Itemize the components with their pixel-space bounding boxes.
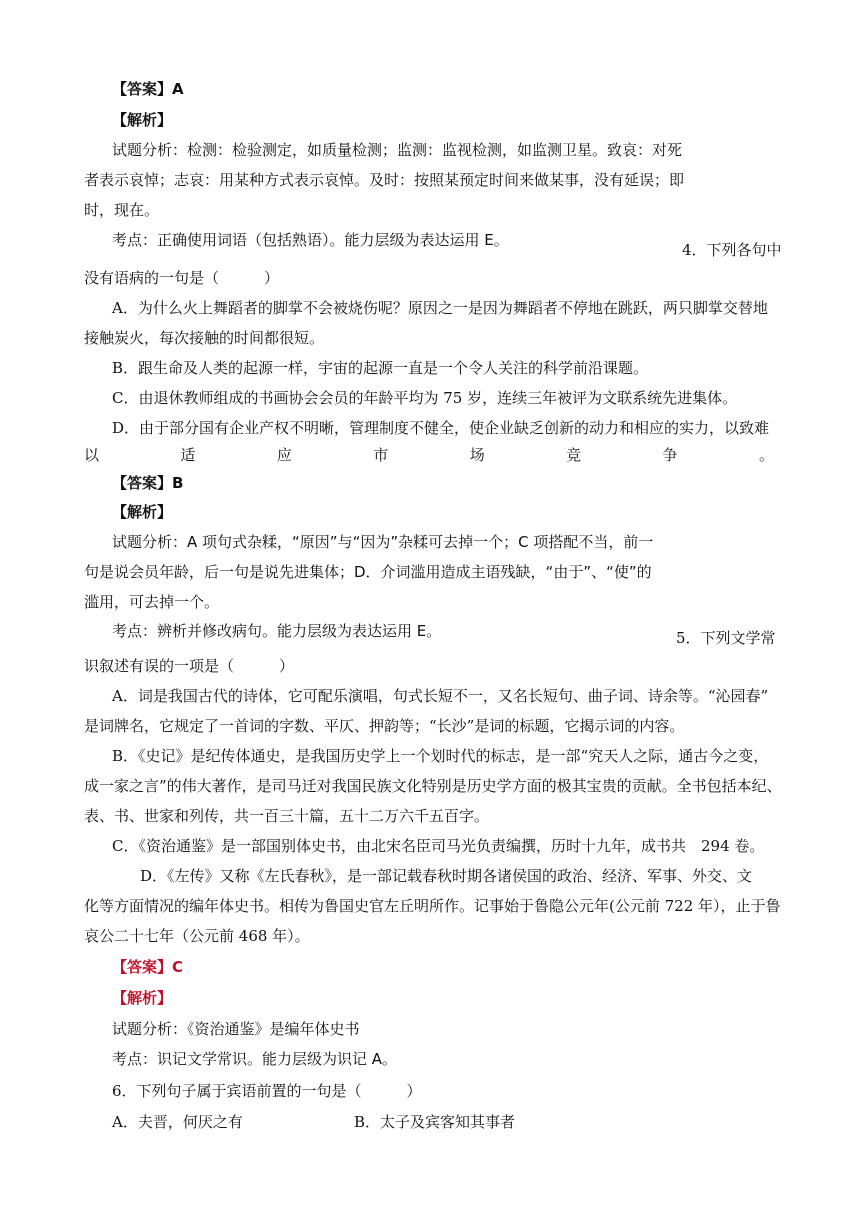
q4-stem-end: 没有语病的一句是（ ） [84, 269, 280, 287]
spread-char: 场 [469, 446, 485, 464]
q5-option-b-line-3: 表、书、世家和列传，共一百三十篇，五十二万六千五百字。 [84, 807, 490, 825]
q4-option-a-line-1: A．为什么火上舞蹈者的脚掌不会被烧伤呢？原因之一是因为舞蹈者不停地在跳跃，两只脚掌交替地 [112, 299, 768, 317]
q5-option-d-line-1: D．《左传》又称《左氏春秋》，是一部记载春秋时期各诸侯国的政治、经济、军事、外交、文 [140, 867, 753, 885]
q5-answer: 【答案】C [112, 958, 184, 976]
q6-option-b: B．太子及宾客知其事者 [354, 1113, 516, 1131]
q3-analysis-line-1: 试题分析：检测：检验测定，如质量检测；监测：监视检测，如监测卫星。致哀：对死 [112, 141, 683, 159]
q4-option-c: C．由退休教师组成的书画协会会员的年龄平均为 75 岁，连续三年被评为文联系统先进集体。 [112, 389, 738, 407]
spread-char: 争 [662, 446, 678, 464]
q6-stem: 6．下列句子属于宾语前置的一句是（ ） [112, 1082, 422, 1100]
q4-option-d-line-2 [84, 444, 774, 465]
q5-option-d-line-2: 化等方面情况的编年体史书。相传为鲁国史官左丘明所作。记事始于鲁隐公元年(公元前 722 年），止于鲁 [84, 897, 781, 915]
spread-char: 应 [276, 446, 292, 464]
q3-analysis-line-2: 者表示哀悼；志哀：用某种方式表示哀悼。及时：按照某预定时间来做某事，没有延误；即 [84, 171, 685, 189]
q6-option-a: A．夫晋，何厌之有 [112, 1113, 243, 1131]
q3-answer: 【答案】A [112, 80, 184, 98]
q4-stem-start: 4．下列各句中 [682, 241, 782, 259]
q4-kaodian: 考点：辨析并修改病句。能力层级为表达运用 E。 [112, 622, 442, 640]
spread-char: 以 [84, 446, 100, 464]
q4-analysis-line-1: 试题分析：A 项句式杂糅，“原因”与“因为”杂糅可去掉一个；C 项搭配不当，前一 [112, 533, 654, 551]
q5-analysis-line: 试题分析：《资治通鉴》是编年体史书 [112, 1020, 360, 1038]
q4-answer: 【答案】B [112, 474, 184, 492]
spread-char: 市 [373, 446, 389, 464]
q4-analysis-line-3: 滥用，可去掉一个。 [84, 593, 220, 611]
q5-stem-start: 5．下列文学常 [676, 629, 776, 647]
q5-option-b-line-1: B．《史记》是纪传体通史，是我国历史学上一个划时代的标志，是一部“究天人之际，通古今之变， [112, 747, 769, 765]
q5-kaodian: 考点：识记文学常识。能力层级为识记 A。 [112, 1050, 398, 1068]
spread-char: 。 [758, 446, 774, 464]
q5-option-c: C．《资治通鉴》是一部国别体史书，由北宋名臣司马光负责编撰，历时十九年，成书共 294 卷。 [112, 837, 765, 855]
q3-kaodian: 考点：正确使用词语（包括熟语）。能力层级为表达运用 E。 [112, 231, 509, 249]
q3-analysis-label: 【解析】 [112, 111, 173, 129]
q5-option-a-line-2: 是词牌名，它规定了一首词的字数、平仄、押韵等；“长沙”是词的标题，它揭示词的内容。 [84, 717, 685, 735]
q5-option-d-line-3: 哀公二十七年（公元前 468 年）。 [84, 927, 310, 945]
q3-analysis-line-3: 时，现在。 [84, 201, 160, 219]
q4-analysis-label: 【解析】 [112, 503, 173, 521]
q4-option-a-line-2: 接触炭火，每次接触的时间都很短。 [84, 329, 325, 347]
q4-option-b: B．跟生命及人类的起源一样，宇宙的起源一直是一个令人关注的科学前沿课题。 [112, 359, 649, 377]
q5-stem-end: 识叙述有误的一项是（ ） [84, 657, 295, 675]
q5-option-a-line-1: A．词是我国古代的诗体，它可配乐演唱，句式长短不一，又名长短句、曲子词、诗余等。“沁园春” [112, 687, 769, 705]
q5-option-b-line-2: 成一家之言”的伟大著作，是司马迁对我国民族文化特别是历史学方面的极其宝贵的贡献。全书包括本纪、 [84, 777, 782, 795]
q4-analysis-line-2: 句是说会员年龄，后一句是说先进集体；D．介词滥用造成主语残缺，“由于”、“使”的 [84, 563, 652, 581]
q4-option-d-line-1: D．由于部分国有企业产权不明晰，管理制度不健全，使企业缺乏创新的动力和相应的实力，以致难 [112, 419, 770, 437]
q5-analysis-label: 【解析】 [112, 989, 173, 1007]
spread-char: 竞 [566, 446, 582, 464]
spread-char: 适 [180, 446, 196, 464]
